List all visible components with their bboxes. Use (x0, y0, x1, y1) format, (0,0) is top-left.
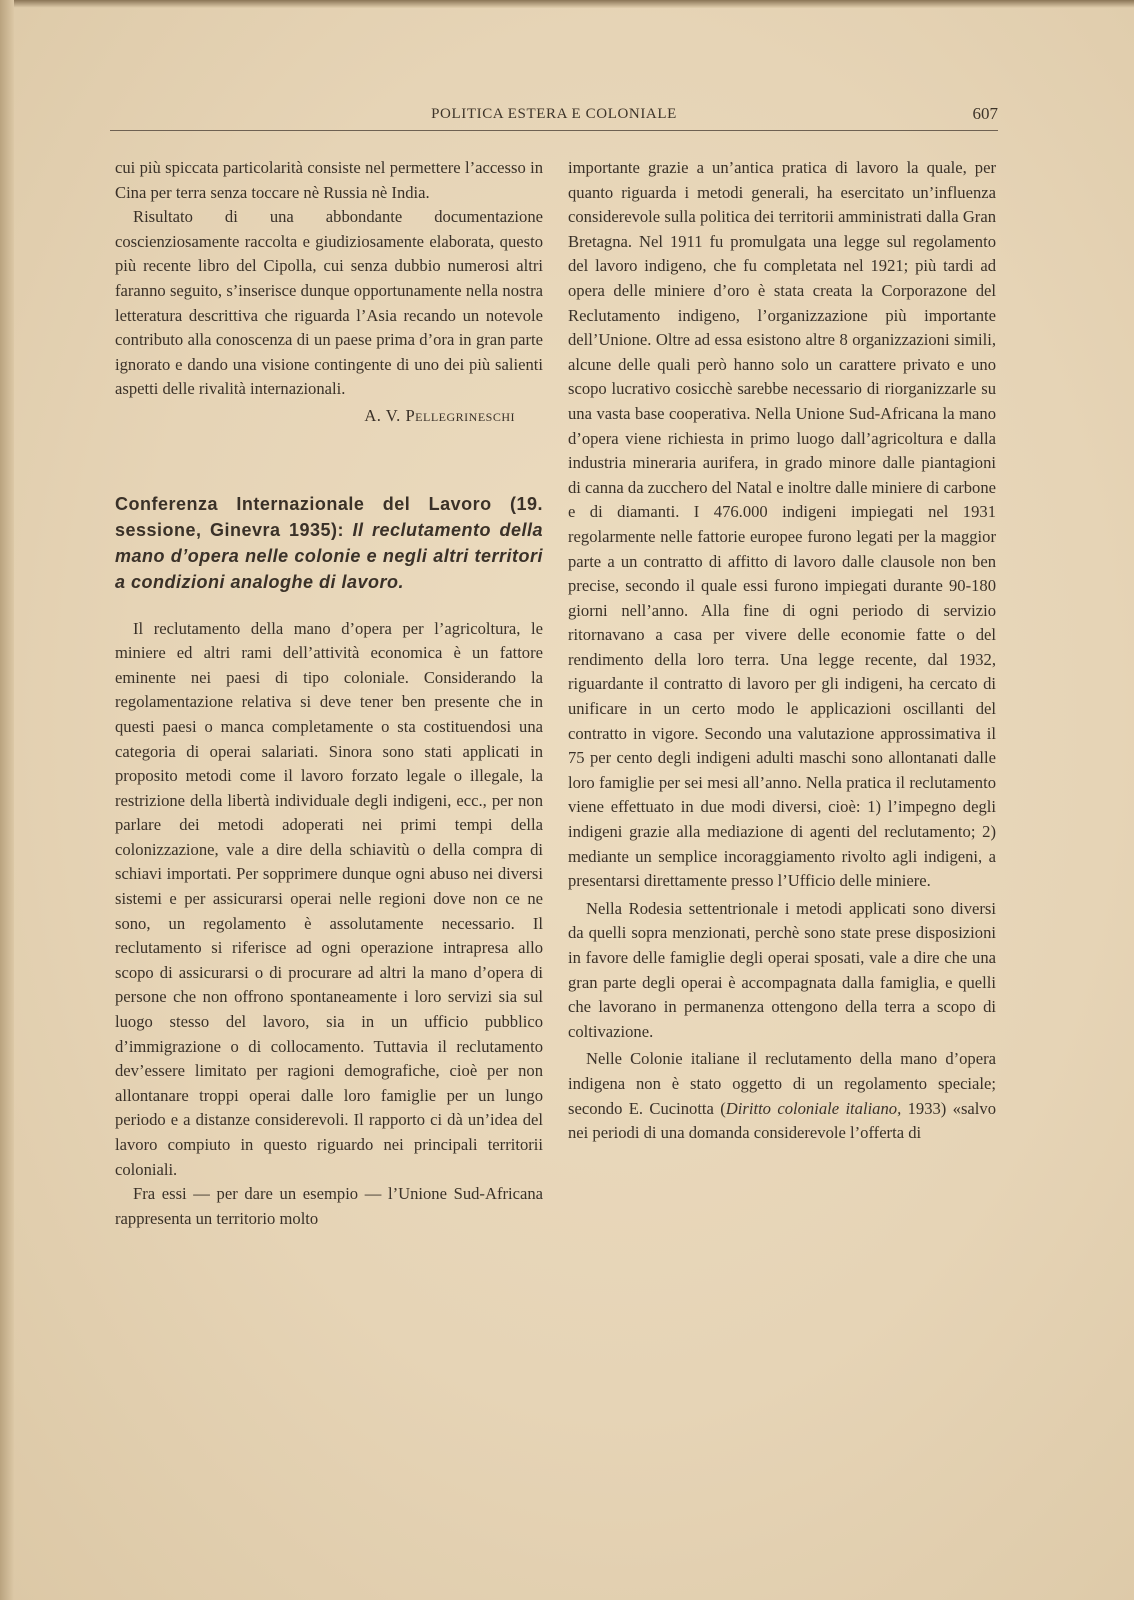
paragraph: Risultato di una abbondante documentazione coscienziosamente raccolta e giudiziosamente elaborata, questo più recente libro del Cipolla, cui senza dubbio numerosi altri faranno seguito, s’inserisce dunque opportunamente nella nostra letteratura descrittiva che riguarda l’Asia recando un notevole contributo alla conoscenza di un paese prima d’ora in gran parte ignorato e dando una visione contingente di uno dei più salienti aspetti delle rivalità internazionali. (115, 207, 543, 399)
author-signature: A. V. Pellegrineschi (364, 405, 515, 425)
page-top-edge (0, 0, 1134, 8)
left-column (115, 156, 543, 1231)
paragraph: Fra essi — per dare un esempio — l’Unione Sud-Africana rappresenta un territorio molto (115, 1184, 543, 1228)
running-head: POLITICA ESTERA E COLONIALE (431, 106, 677, 122)
book-title: Diritto coloniale italiano, (725, 1098, 902, 1118)
section-title (115, 491, 543, 595)
section-title-text: Conferenza Internazionale del Lavoro (19. sessione, Ginevra 1935): (115, 493, 543, 540)
section-subtitle: Il reclutamento della mano d’opera nelle colonie e negli altri territori a condizioni analoghe di lavoro. (115, 519, 543, 592)
page-left-edge (0, 0, 14, 1600)
paragraph-text: Nelle Colonie italiane il reclutamento della mano d’opera indigena non è stato oggetto di un regolamento speciale; secondo E. Cucinotta ( (568, 1049, 996, 1118)
paragraph: cui più spiccata particolarità consiste nel permettere l’accesso in Cina per terra senza toccare nè Russia nè India. (115, 158, 543, 202)
page-number: 607 (972, 104, 998, 123)
right-column (568, 156, 996, 1146)
paragraph-text: 1933) «salvo nei periodi di una domanda considerevole l’offerta di (568, 1098, 996, 1143)
paragraph (568, 1047, 996, 1145)
paragraph: importante grazie a un’antica pratica di lavoro la quale, per quanto riguarda i metodi generali, ha esercitato un’influenza considerevole sulla politica dei territorii amministrati dalla Gran Bretagna. Nel 1911 fu promulgata una legge sul regolamento del lavoro indigeno, che fu completata nel 1921; più tardi ad opera delle miniere d’oro è stata creata la Corporazone del Reclutamento indigeno, l’organizzazione più importante dell’Unione. Oltre ad essa esistono altre 8 organizzazioni simili, alcune delle quali però hanno solo un carattere privato e uno scopo lucrativo cosicchè sarebbe necessario di riorganizzarle su una vasta base cooperativa. Nella Unione Sud-Africana la mano d’opera viene richiesta in primo luogo dall’agricoltura e dalla industria mineraria aurifera, in grado minore dalle piantagioni di canna da zucchero del Natal e inoltre dalle miniere di carbone e di diamanti. I 476.000 indigeni impiegati nel 1931 regolarmente nelle fattorie europee furono legati per la maggior parte a un contratto di affitto di lavoro dalle clausole non ben precise, secondo il quale essi furono impiegati durante 90-180 giorni nell’anno. Alla fine di ogni periodo di servizio ritornavano a casa per vivere delle economie fatte o del rendimento della loro terra. Una legge recente, dal 1932, riguardante il contratto di lavoro per gli indigeni, ha cercato di unificare in un certo modo le applicazioni oscillanti del contratto in vigore. Secondo una valutazione approssimativa il 75 per cento degli indigeni adulti maschi sono allontanati dalle loro famiglie per sei mesi all’anno. Nella pratica il reclutamento viene effettuato in due modi diversi, cioè: 1) l’impegno degli indigeni grazie alla mediazione di agenti del reclutamento; 2) mediante un semplice incoraggiamento rivolto agli indigeni, a presentarsi direttamente presso l’Ufficio delle miniere. (568, 158, 997, 891)
paragraph: Il reclutamento della mano d’opera per l’agricoltura, le miniere ed altri rami dell’attività economica è un fattore eminente nei paesi di tipo coloniale. Considerando la regolamentazione relativa si deve tener ben presente che in questi paesi o manca completamente o sta costituendosi una categoria di operai salariati. Sinora sono stati applicati in proposito metodi come il lavoro forzato legale o illegale, la restrizione della libertà individuale degli indigeni, ecc., per non parlare dei metodi adoperati nei primi tempi della colonizzazione, vale a dire della schiavitù o della compra di schiavi importati. Per sopprimere dunque ogni abuso nei diversi sistemi e per assicurarsi operai nelle regioni dove non ce ne sono, un regolamento è assolutamente necessario. Il reclutamento si riferisce ad ogni operazione intrapresa allo scopo di assicurarsi o di procurare ad altri la mano d’opera di persone che non offrono spontaneamente i loro servizi sia sul luogo stesso del lavoro, sia in un ufficio pubblico d’immigrazione o di collocamento. Tuttavia il reclutamento dev’essere limitato per ragioni demografiche, cioè per non allontanare troppi operai dalle loro famiglie per un lungo periodo e a distanze considerevoli. Il rapporto ci dà un’idea del lavoro compiuto in questo riguardo nei principali territorii coloniali. (115, 618, 543, 1179)
paragraph: Nella Rodesia settentrionale i metodi applicati sono diversi da quelli sopra menzionati, perchè sono state prese disposizioni in favore delle famiglie degli operai sposati, vale a dire che una gran parte degli operai è accompagnata dalla famiglia, e quelli che lavorano in permanenza ottengono della terra a scopo di coltivazione. (568, 898, 996, 1041)
page-header (110, 104, 998, 131)
